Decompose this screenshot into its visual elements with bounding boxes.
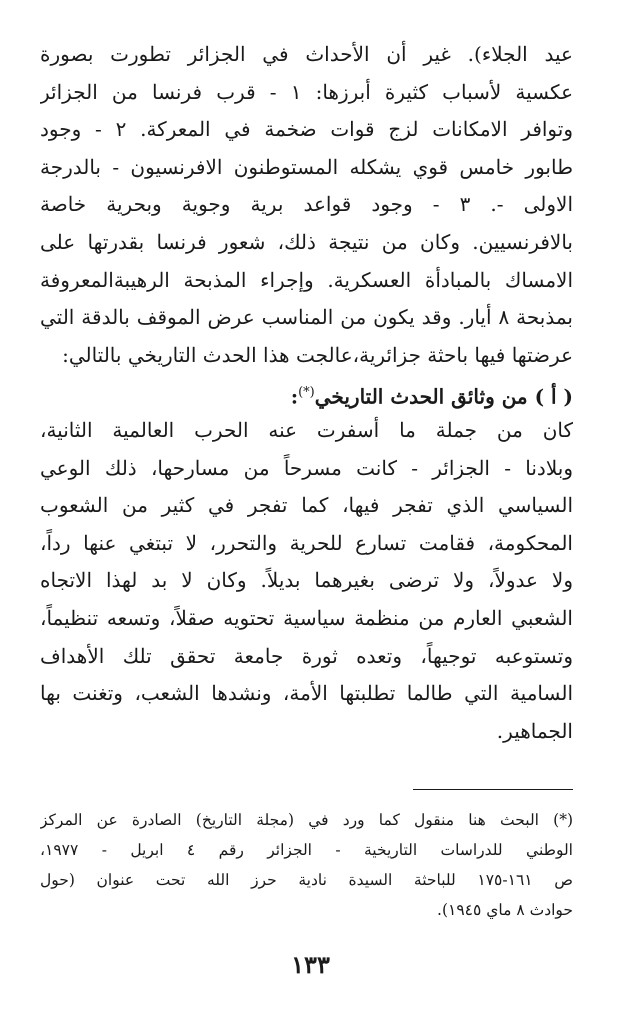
body-line: بمذبحة ٨ أيار. وقد يكون من المناسب عرض الموقف بالدقة التي [40,305,573,330]
section-line: ولا عدولاً، ولا ترضى بغيرهما بديلاً. وكان لا بد لهذا الاتجاه [40,568,573,593]
main-text [40,36,573,750]
section-line: الجماهير. [496,718,573,743]
body-line: عرضتها فيها باحثة جزائرية،عالجت هذا الحدث التاريخي بالتالي: [62,342,573,367]
body-line: طابور خامس قوي يشكله المستوطنون الافرنسيون - بالدرجة [40,154,573,179]
section-heading [40,374,573,412]
page-number: ١٣٣ [291,950,330,979]
body-line: بالافرنسيين. وكان من نتيجة ذلك، شعور فرنسا بقدرتها على [40,229,573,254]
footnote-line: (*) البحث هنا منقول كما ورد في (مجلة التاريخ) الصادرة عن المركز [40,811,573,829]
body-line: عكسية لأسباب كثيرة أبرزها: ١ - قرب فرنسا من الجزائر [40,79,573,104]
section-line: وبلادنا - الجزائر - كانت مسرحاً من مسارحها، ذلك الوعي [40,455,573,480]
section-line: السياسي الذي تفجر فيها، كما تفجر في كثير من الشعوب [40,493,573,518]
section-heading-text: ( أ ) من وثائق الحدث التاريخي [314,385,573,409]
body-line: الامساك بالمبادأة العسكرية. وإجراء المذبحة الرهيبةالمعروفة [40,267,573,292]
section-line: المحكومة، فقامت تسارع للحرية والتحرر، لا تبتغي عنها رداً، [40,530,573,555]
section-heading-suffix: : [290,385,299,409]
footnote-divider [413,789,573,790]
body-line: عيد الجلاء). غير أن الأحداث في الجزائر تطورت بصورة [40,42,573,66]
section-line: وتستوعبه توجيهاً، وتعده ثورة جامعة تحقق تلك الأهداف [40,643,573,668]
body-line: وتوافر الامكانات لزج قوات ضخمة في المعركة. ٢ - وجود [40,117,573,142]
footnote-marker: (*) [298,385,315,401]
section-line: كان من جملة ما أسفرت عنه الحرب العالمية الثانية، [40,417,573,442]
footnotes [40,805,573,925]
body-line: الاولى -. ٣ - وجود قواعد برية وجوية وبحرية خاصة [40,192,573,217]
footnote-line: ص ١٦١-١٧٥ للباحثة السيدة نادية حرز الله تحت عنوان (حول [40,871,573,889]
footnote-line: حوادث ٨ ماي ١٩٤٥). [437,901,573,919]
footnote-line: الوطني للدراسات التاريخية - الجزائر رقم ٤ ابريل - ١٩٧٧، [40,841,573,859]
section-line: الشعبي العارم من منظمة سياسية تحتويه صقلاً، وتسعه تنظيماً، [40,605,573,630]
section-line: السامية التي طالما تطلبتها الأمة، ونشدها الشعب، وتغنت بها [40,681,573,706]
